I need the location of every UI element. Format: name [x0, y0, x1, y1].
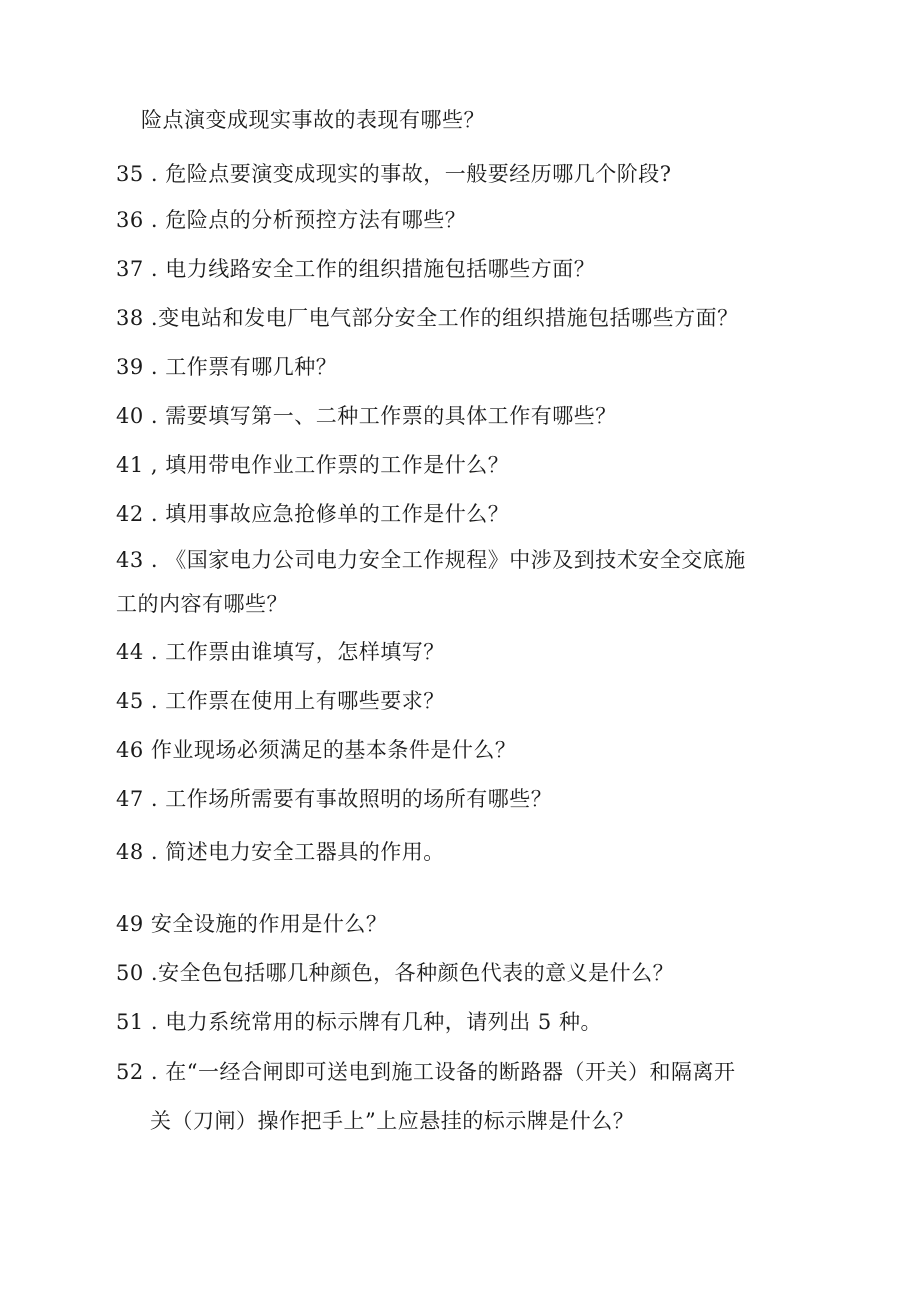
- question-line-51: 51 . 电力系统常用的标示牌有几种，请列出 5 种。: [116, 1010, 602, 1034]
- question-line-47: 47 . 工作场所需要有事故照明的场所有哪些？: [116, 787, 553, 811]
- question-line-35: 35 . 危险点要演变成现实的事故，一般要经历哪几个阶段?: [116, 162, 672, 186]
- question-line-49: 49 安全设施的作用是什么？: [116, 912, 388, 936]
- question-line-43: 43 . 《国家电力公司电力安全工作规程》中涉及到技术安全交底施: [116, 548, 746, 572]
- question-line-36: 36 . 危险点的分析预控方法有哪些？: [116, 208, 467, 232]
- question-line-52: 52 . 在“一经合闸即可送电到施工设备的断路器（开关）和隔离开: [116, 1060, 736, 1084]
- question-line-43-continued: 工的内容有哪些？: [116, 592, 288, 616]
- question-line-41: 41 , 填用带电作业工作票的工作是什么？: [116, 453, 510, 477]
- question-line-52-continued: 关（刀闸）操作把手上”上应悬挂的标示牌是什么？: [150, 1109, 635, 1133]
- question-line-39: 39 . 工作票有哪几种？: [116, 355, 338, 379]
- question-line-42: 42 . 填用事故应急抢修单的工作是什么？: [116, 502, 510, 526]
- question-line-37: 37 . 电力线路安全工作的组织措施包括哪些方面？: [116, 257, 596, 281]
- question-line-45: 45 . 工作票在使用上有哪些要求？: [116, 689, 445, 713]
- question-line-46: 46 作业现场必须满足的基本条件是什么？: [116, 738, 517, 762]
- question-line-34-continued: 险点演变成现实事故的表现有哪些？: [141, 108, 485, 132]
- question-line-50: 50 .安全色包括哪几种颜色，各种颜色代表的意义是什么？: [116, 961, 675, 985]
- question-line-48: 48 . 简述电力安全工器具的作用。: [116, 840, 445, 864]
- question-line-44: 44 . 工作票由谁填写，怎样填写？: [116, 640, 445, 664]
- question-line-38: 38 .变电站和发电厂电气部分安全工作的组织措施包括哪些方面？: [116, 306, 739, 330]
- question-line-40: 40 . 需要填写第一、二种工作票的具体工作有哪些？: [116, 404, 617, 428]
